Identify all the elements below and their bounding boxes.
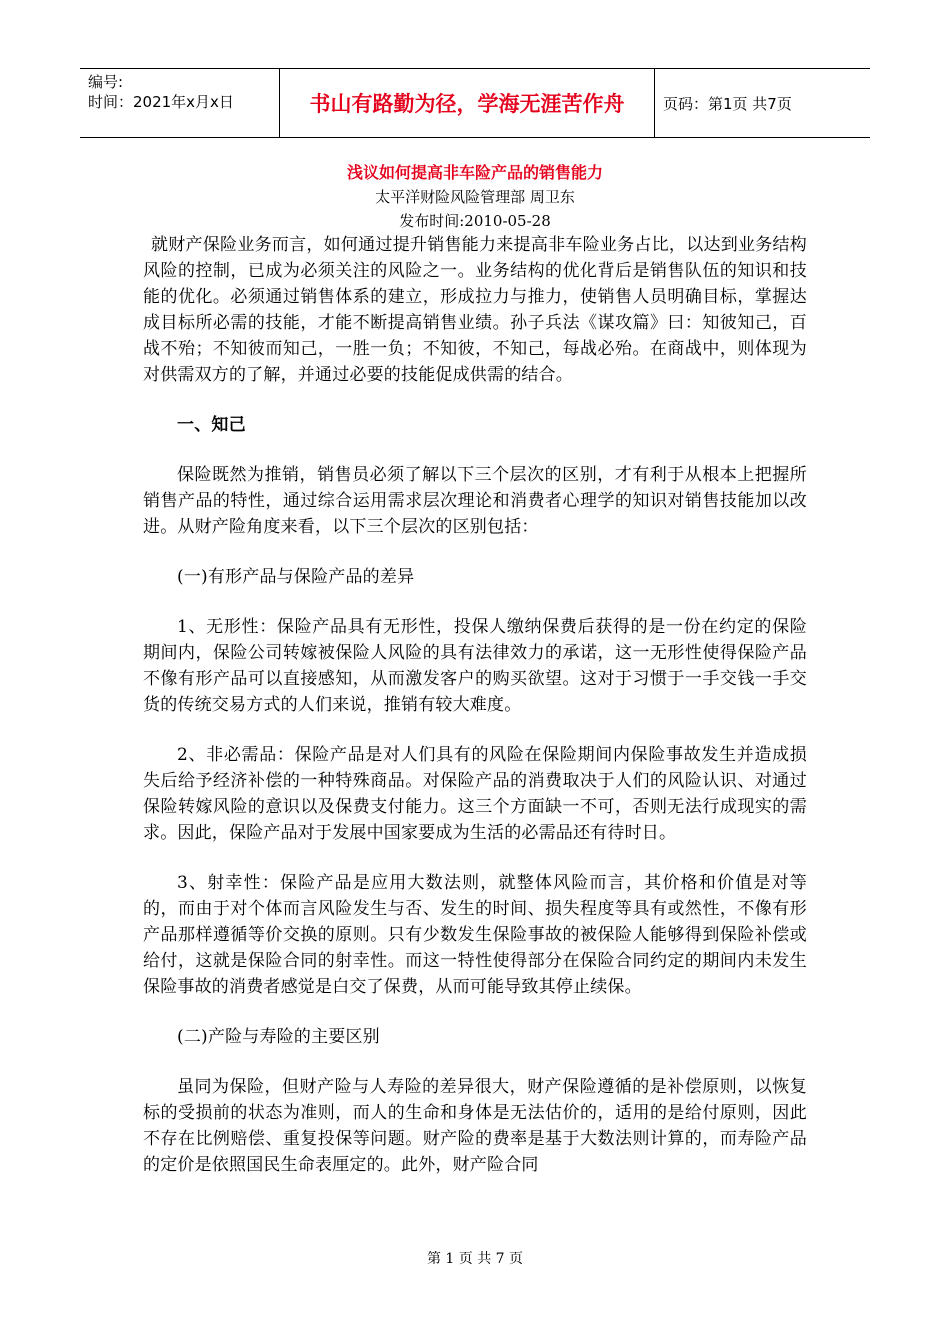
section-heading-know-self: 一、知己 <box>177 415 246 435</box>
list-item-aleatory: 3、射幸性：保险产品是应用大数法则，就整体风险而言，其价格和价值是对等的，而由于对个体而言风险发生与否、发生的时间、损失程度等具有或然性，不像有形产品那样遵循等价交换的原则。只有少数发生保险事故的被保险人能够得到保险补偿或给付，这就是保险合同的射幸性。而这一特性使得部分在保险合同约定的期间内未发生保险事故的消费者感觉是白交了保费，从而可能导致其停止续保。 <box>143 873 807 997</box>
document-body <box>143 232 807 1202</box>
list-item-intangibility: 1、无形性：保险产品具有无形性，投保人缴纳保费后获得的是一份在约定的保险期间内，保险公司转嫁被保险人风险的具有法律效力的承诺，这一无形性使得保险产品不像有形产品可以直接感知，从而激发客户的购买欲望。这对于习惯于一手交钱一手交货的传统交易方式的人们来说，推销有较大难度。 <box>143 617 807 715</box>
document-date: 发布时间:2010-05-28 <box>399 212 551 230</box>
subsection-heading-2: (二)产险与寿险的主要区别 <box>177 1027 380 1047</box>
intro-paragraph: 就财产保险业务而言，如何通过提升销售能力来提高非车险业务占比，以达到业务结构风险的控制，已成为必须关注的风险之一。业务结构的优化背后是销售队伍的知识和技能的优化。必须通过销售体系的建立，形成拉力与推力，使销售人员明确目标，掌握达成目标所必需的技能，才能不断提高销售业绩。孙子兵法《谋攻篇》曰：知彼知己，百战不殆；不知彼而知己，一胜一负；不知彼，不知己，每战必殆。在商战中，则体现为对供需双方的了解，并通过必要的技能促成供需的结合。 <box>143 235 807 385</box>
subsection-paragraph: 虽同为保险，但财产险与人寿险的差异很大，财产保险遵循的是补偿原则，以恢复标的受损前的状态为准则，而人的生命和身体是无法估价的，适用的是给付原则，因此不存在比例赔偿、重复投保等问题。财产险的费率是基于大数法则计算的，而寿险产品的定价是依照国民生命表厘定的。此外，财产险合同 <box>143 1077 807 1175</box>
code-label: 编号: <box>88 73 124 91</box>
page-footer: 第 1 页 共 7 页 <box>426 1251 524 1267</box>
header-meta-cell <box>80 69 280 137</box>
document-title: 浅议如何提高非车险产品的销售能力 <box>346 163 603 182</box>
header-page-info: 页码：第1页 共7页 <box>663 94 792 113</box>
date-label: 时间：2021年x月x日 <box>88 93 234 111</box>
section-paragraph: 保险既然为推销，销售员必须了解以下三个层次的区别，才有利于从根本上把握所销售产品的特性，通过综合运用需求层次理论和消费者心理学的知识对销售技能加以改进。从财产险角度来看，以下三个层次的区别包括： <box>143 465 807 537</box>
header-motto: 书山有路勤为径，学海无涯苦作舟 <box>280 69 655 137</box>
list-item-non-necessity: 2、非必需品：保险产品是对人们具有的风险在保险期间内保险事故发生并造成损失后给予经济补偿的一种特殊商品。对保险产品的消费取决于人们的风险认识、对通过保险转嫁风险的意识以及保费支付能力。这三个方面缺一不可，否则无法行成现实的需求。因此，保险产品对于发展中国家要成为生活的必需品还有待时日。 <box>143 745 807 843</box>
header-table <box>80 68 870 138</box>
subsection-heading-1: (一)有形产品与保险产品的差异 <box>177 567 415 587</box>
document-author: 太平洋财险风险管理部 周卫东 <box>375 188 575 206</box>
